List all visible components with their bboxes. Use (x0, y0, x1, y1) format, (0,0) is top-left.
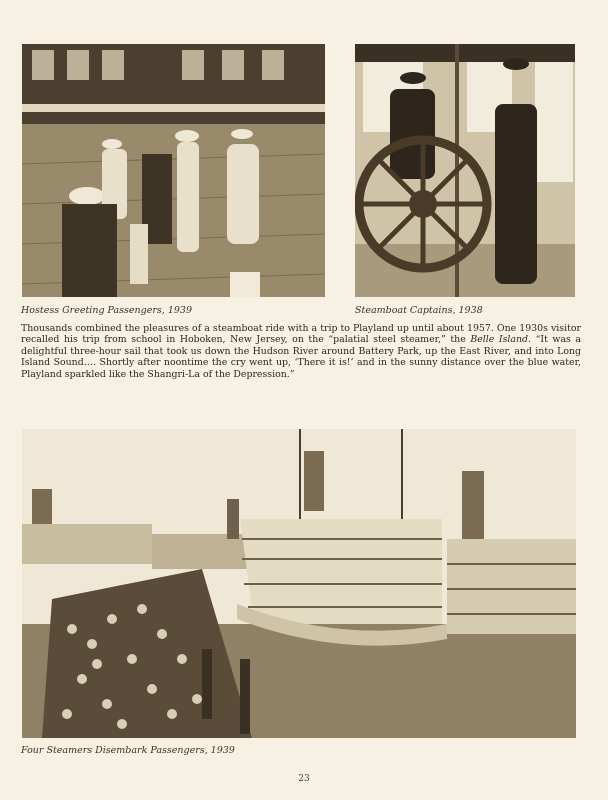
page-number: 23 (298, 774, 310, 784)
body-text-part2: . “It was a delightful three-hour sail that took us down the Hudson River around Battery Park, up the East River, and into Long Island Sound…. Shortly after noontime the cry went up, ‘There it is!’ and in the sunny distance over the blue water, Playland sparkled like the Shangri-La of the Depression.” (21, 334, 582, 380)
photo-hostess-greeting (22, 44, 325, 297)
body-text-part1: Thousands combined the pleasures of a steamboat ride with a trip to Playland up until about 1957. One 1930s visitor recalled his trip from school in Hoboken, New Jersey, on the “palatial steel steamer,” the (21, 323, 581, 346)
ship-name: Belle Island (470, 334, 529, 346)
photo-steamboat-captains (355, 44, 575, 297)
caption-steamboat-captains: Steamboat Captains, 1938 (355, 305, 483, 316)
caption-hostess-greeting: Hostess Greeting Passengers, 1939 (21, 305, 192, 316)
caption-four-steamers: Four Steamers Disembark Passengers, 1939 (21, 745, 235, 756)
body-paragraph (21, 323, 581, 380)
photo-four-steamers (22, 429, 576, 738)
